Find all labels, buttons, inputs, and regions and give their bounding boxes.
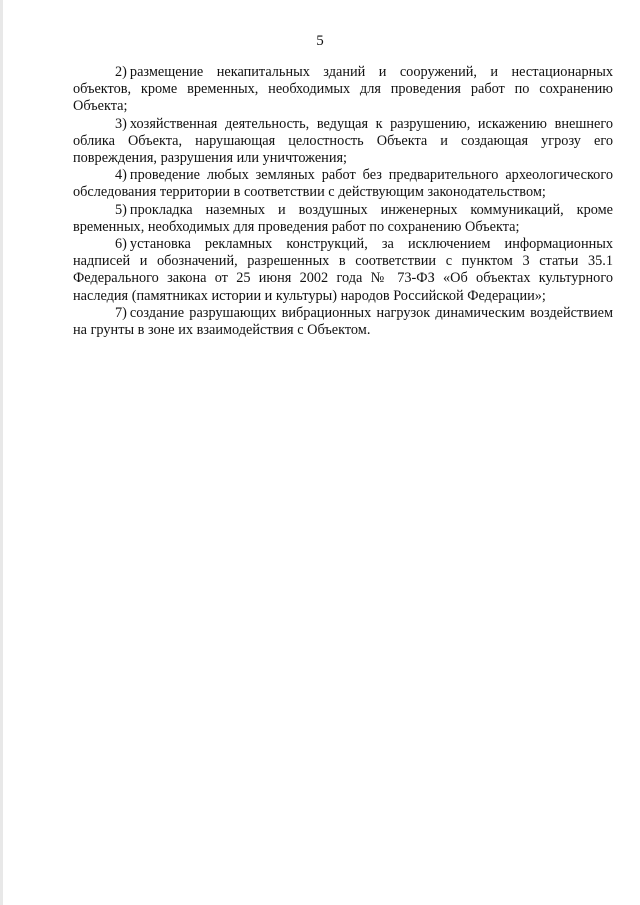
- list-item-text: установка рекламных конструкций, за исключением информационных надписей и обозначений, разрешенных в соответствии с пунктом 3 статьи 35.1 Федерального закона от 25 июня 2002 года № 73-ФЗ «Об объектах культурного наследия (памятниках истории и культуры) народов Российской Федерации»;: [73, 236, 613, 304]
- list-item-number: 3): [115, 115, 127, 132]
- list-item: [73, 64, 613, 116]
- list-item-number: 5): [115, 201, 127, 218]
- document-body: [73, 64, 613, 339]
- list-item-number: 2): [115, 64, 127, 80]
- list-item: [73, 167, 613, 201]
- list-item: [73, 116, 613, 168]
- list-item: [73, 236, 613, 305]
- scan-edge: [0, 0, 3, 905]
- list-item-number: 4): [115, 167, 127, 184]
- list-item-text: прокладка наземных и воздушных инженерных коммуникаций, кроме временных, необходимых для проведения работ по сохранению Объекта;: [73, 201, 613, 235]
- list-item-number: 7): [115, 304, 127, 321]
- list-item: [73, 202, 613, 236]
- list-item-text: проведение любых земляных работ без предварительного археологического обследования территории в соответствии с действующим законодательством;: [73, 167, 613, 201]
- list-item-text: создание разрушающих вибрационных нагрузок динамическим воздействием на грунты в зоне их взаимодействия с Объектом.: [73, 304, 613, 339]
- list-item-text: размещение некапитальных зданий и сооружений, и нестационарных объектов, кроме временных, необходимых для проведения работ по сохранению Объекта;: [73, 64, 613, 115]
- list-item-number: 6): [115, 236, 127, 253]
- page-number: 5: [316, 33, 324, 49]
- list-item-text: хозяйственная деятельность, ведущая к разрушению, искажению внешнего облика Объекта, нарушающая целостность Объекта и создающая угрозу его повреждения, разрушения или уничтожения;: [73, 115, 613, 167]
- list-item: [73, 305, 613, 339]
